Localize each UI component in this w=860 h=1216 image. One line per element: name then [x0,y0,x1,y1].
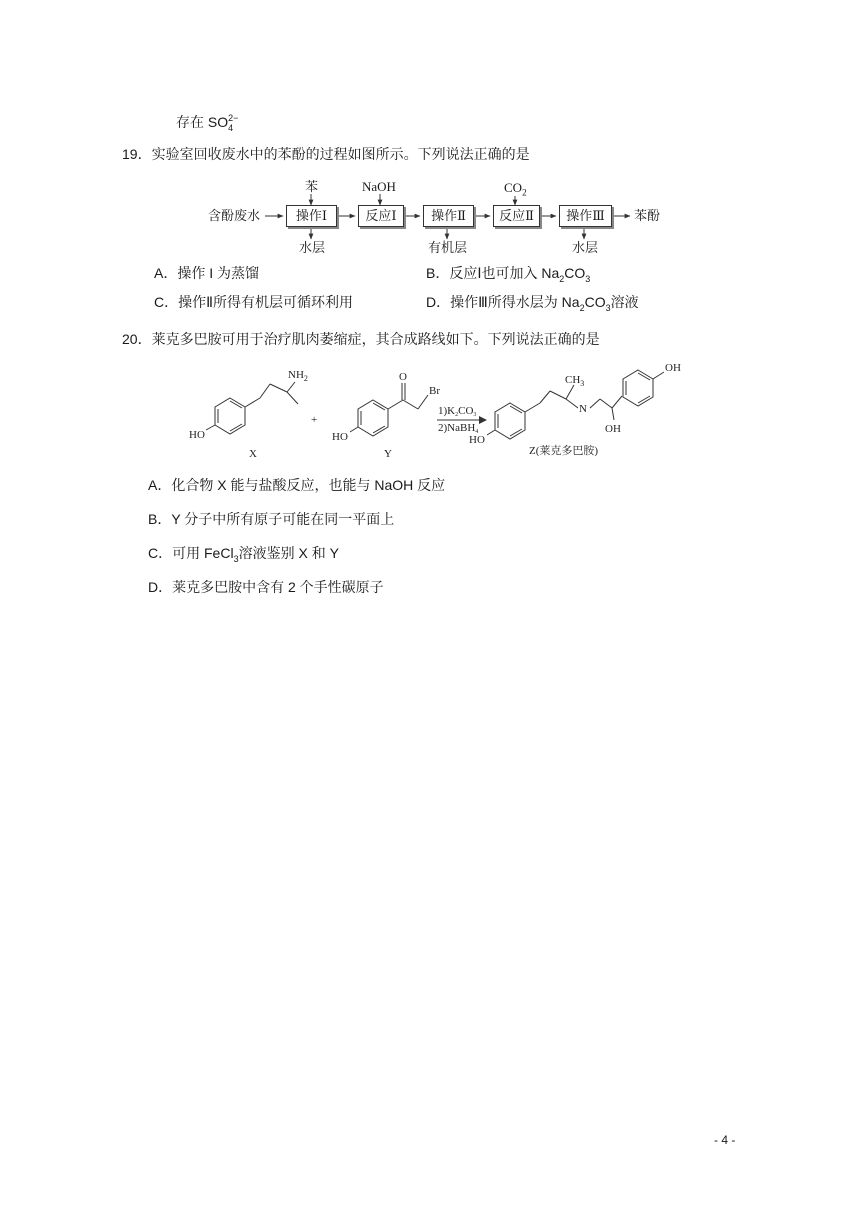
flow-start-label: 含酚废水 [208,208,261,223]
x-compound-label: X [249,448,257,460]
q19-option-b: B．反应Ⅰ也可加入 $Na_2CO_3$ [426,265,591,284]
condition-1: 1)K2CO3 [438,405,477,418]
question-number: 19． [122,146,152,162]
flow-box-reaction-2: 反应Ⅱ [493,205,540,227]
y-o-label: O [399,371,407,383]
y-compound-label: Y [384,448,392,460]
z-oh-bottom-label: OH [605,423,621,435]
q19-option-d: D．操作Ⅲ所得水层为 $Na_2CO_3$溶液 [426,294,639,313]
flow-input-co2: $CO_2$ [504,180,527,198]
flow-output-organic: 有机层 [428,240,468,255]
q20-option-c: C．可用 FeCl$_3$溶液鉴别 X 和 Y [148,545,339,564]
flow-input-naoh: NaOH [362,179,396,194]
q19-option-c: C．操作Ⅱ所得有机层可循环利用 [154,294,354,310]
q20-option-b: B．Y 分子中所有原子可能在同一平面上 [148,511,395,527]
condition-2: 2)NaBH4 [438,422,479,435]
q20-option-a: A．化合物 X 能与盐酸反应，也能与 NaOH 反应 [148,477,446,493]
question-20-stem: 20．莱克多巴胺可用于治疗肌肉萎缩症，其合成路线如下。下列说法正确的是 [122,331,600,347]
flow-box-operation-2: 操作Ⅱ [423,205,474,227]
z-ho-label: HO [469,434,485,446]
plus-sign: + [311,414,318,426]
flow-box-reaction-1: 反应Ⅰ [358,205,404,227]
z-ch3-label: $CH_3$ [565,374,585,388]
y-ho-label: HO [332,431,348,443]
q20-synthesis-scheme [0,0,860,470]
flow-box-operation-1: 操作Ⅰ [286,205,337,227]
y-br-label: Br [429,385,440,397]
question-number: 20． [122,331,152,347]
flow-input-benzene: 苯 [305,179,319,194]
page-number: - 4 - [714,1133,736,1147]
x-ho-label: HO [189,429,205,441]
q20-option-d: D．莱克多巴胺中含有 2 个手性碳原子 [148,579,384,595]
flow-box-operation-3: 操作Ⅲ [559,205,612,227]
flow-end-label: 苯酚 [634,208,661,223]
x-nh2-label: $NH_2$ [288,369,308,383]
z-oh-top-label: OH [665,362,681,374]
flow-output-water-3: 水层 [572,240,599,255]
q19-option-a: A．操作 I 为蒸馏 [154,265,260,281]
question-19-stem: 19．实验室回收废水中的苯酚的过程如图所示。下列说法正确的是 [122,146,530,162]
flow-output-water-1: 水层 [299,240,326,255]
continuation-line: 存在 $SO_4^{2-}$ [176,113,239,133]
z-n-label: N [579,403,587,415]
z-compound-label: Z(莱克多巴胺) [529,445,599,457]
